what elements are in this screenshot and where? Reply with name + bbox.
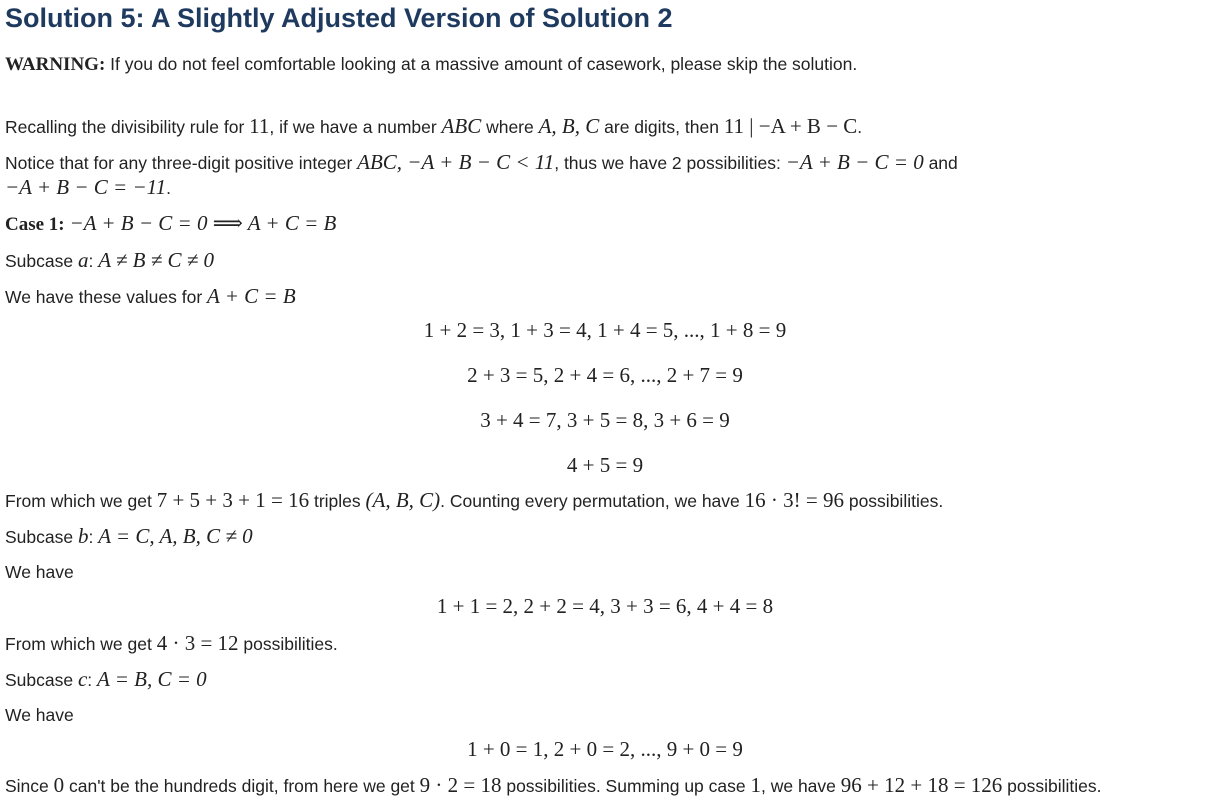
text: possibilities. (1002, 776, 1102, 796)
math: A = B, C = 0 (97, 667, 207, 691)
case-1-line (5, 211, 336, 237)
equation-a-3: 3 + 4 = 7, 3 + 5 = 8, 3 + 6 = 9 (480, 408, 730, 432)
warning-line (5, 52, 857, 77)
text: where (481, 117, 539, 137)
text: possibilities. Summing up case (501, 776, 751, 796)
math: 1 (750, 773, 761, 797)
subcase-b-line (5, 524, 253, 549)
text: Recalling the divisibility rule for (5, 117, 250, 137)
we-have-b: We have (5, 562, 74, 582)
equation-b: 1 + 1 = 2, 2 + 2 = 4, 3 + 3 = 6, 4 + 4 = 8 (436, 594, 774, 618)
text: Subcase (5, 251, 78, 271)
values-line (5, 284, 296, 309)
text: triples (309, 491, 366, 511)
math: (A, B, C) (365, 488, 441, 512)
equation-c: 1 + 0 = 1, 2 + 0 = 2, ..., 9 + 0 = 9 (467, 737, 743, 761)
equation-a-4: 4 + 5 = 9 (566, 453, 644, 477)
math: −A + B − C = 0 (785, 150, 924, 174)
text: . Counting every permutation, we have (440, 491, 745, 511)
equation-a-1: 1 + 2 = 3, 1 + 3 = 4, 1 + 4 = 5, ..., 1 + 8 = 9 (423, 318, 787, 342)
divisibility-rule-line (5, 114, 862, 139)
math: A, B, C (538, 114, 600, 138)
math: a (77, 248, 89, 272)
text: possibilities. (238, 634, 338, 654)
math: 11 | −A + B − C (723, 114, 858, 138)
math: 11 (249, 114, 270, 138)
math: A = C, A, B, C ≠ 0 (98, 524, 253, 548)
text: . (857, 117, 863, 137)
text: are digits, then (599, 117, 724, 137)
equation-a-2: 2 + 3 = 5, 2 + 4 = 6, ..., 2 + 7 = 9 (467, 363, 743, 387)
subcase-c-line (5, 667, 207, 692)
math: 7 + 5 + 3 + 1 = 16 (156, 488, 310, 512)
math: b (77, 524, 89, 548)
warning-text: If you do not feel comfortable looking at a massive amount of casework, please skip the solution. (110, 54, 858, 74)
math: ABC, −A + B − C < 11 (357, 150, 555, 174)
math: A + C = B (207, 284, 296, 308)
solution-heading: Solution 5: A Slightly Adjusted Version of Solution 2 (5, 3, 673, 33)
math: c (77, 667, 88, 691)
we-have-c: We have (5, 705, 74, 725)
subcase-a-result-line (5, 488, 943, 513)
math: −A + B − C = 0 ⟹ A + C = B (69, 211, 337, 235)
math: −A + B − C = −11 (5, 175, 167, 199)
math: 0 (53, 773, 65, 797)
text: , thus we have 2 possibilities: (554, 153, 786, 173)
text: . (166, 178, 171, 198)
text: From which we get (5, 634, 157, 654)
text: Subcase (5, 670, 78, 690)
text: : (87, 670, 98, 690)
math: A ≠ B ≠ C ≠ 0 (98, 248, 215, 272)
text: : (88, 527, 99, 547)
subcase-a-line (5, 248, 214, 273)
math: 16 · 3! = 96 (744, 488, 844, 512)
case-label: Case 1: (5, 214, 65, 235)
text: Notice that for any three-digit positive integer (5, 153, 358, 173)
warning-label: WARNING: (5, 54, 106, 75)
possibilities-line (5, 150, 958, 175)
text: : (88, 251, 99, 271)
possibilities-line-cont (5, 175, 171, 200)
math: 4 · 3 = 12 (156, 631, 239, 655)
text: , we have (760, 776, 841, 796)
math: ABC (441, 114, 482, 138)
text: We have these values for (5, 287, 208, 307)
text: , if we have a number (269, 117, 442, 137)
summary-line (5, 773, 1102, 798)
text: Since (5, 776, 54, 796)
subcase-b-result-line (5, 631, 338, 656)
text: From which we get (5, 491, 157, 511)
math: 96 + 12 + 18 = 126 (840, 773, 1003, 797)
text: Subcase (5, 527, 78, 547)
text: and (923, 153, 958, 173)
text: can't be the hundreds digit, from here we get (64, 776, 420, 796)
text: possibilities. (843, 491, 944, 511)
math: 9 · 2 = 18 (419, 773, 502, 797)
